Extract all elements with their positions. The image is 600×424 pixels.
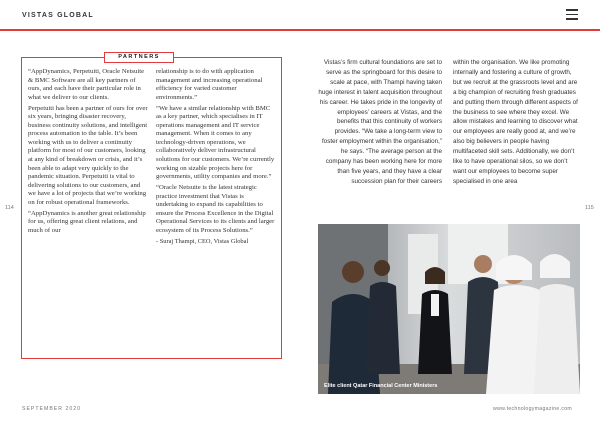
top-bar [0, 0, 600, 30]
quote-signature: - Suraj Thampi, CEO, Vistas Global [156, 237, 249, 245]
article-photo [318, 224, 580, 394]
footer-url[interactable]: www.technologymagazine.com [493, 406, 573, 412]
footer-date: SEPTEMBER 2020 [22, 406, 81, 412]
brand-title: VISTAS GLOBAL [22, 12, 94, 19]
partners-paragraph: “AppDynamics is another great relationship for us, offering great client relations, and much of our [28, 209, 146, 234]
page-number-left: 114 [5, 205, 14, 211]
photo-caption: Elite client Qatar Financial Center Ministers [324, 383, 438, 389]
header-rule [0, 29, 600, 31]
partners-paragraph: “We have a similar relationship with BMC as a key partner, which specialises in IT operations management and IT service management. When it comes to any technology-driven operations, we collaboratively deliver infrastructural solutions for our customers. We’re currently working on sizable projects here for governments, utility companies and more.” [156, 104, 275, 181]
partners-paragraph: “Oracle Netsuite is the latest strategic practice investment that Vistas is undertaking to expand its capabilities to ensure the Process Excellence in the Digital Operational Services to its clients and larger ecosystem of its Process Solutions.” [156, 184, 275, 234]
partners-column-1 [28, 68, 148, 238]
photo-illustration [318, 224, 580, 394]
hamburger-menu-icon[interactable] [566, 9, 578, 20]
partners-label: PARTNERS [104, 52, 174, 63]
partners-paragraph: Perpetuiti has been a partner of ours for over six years, bringing disaster recovery, business continuity solutions, and intelligent process automation to the table. It’s been working with us to deliver a continuity platform for most of our customers, looking at any kind of breakdown or crisis, and it’s been able to adapt very quickly to the pandemic situation. Perpetuiti is vital to delivering solutions to our customers, and we have a lot of projects that we’re working on for robust operational frameworks. [28, 104, 148, 206]
partners-paragraph: “AppDynamics, Perpetuiti, Oracle Netsuite & BMC Software are all key partners of ours, and each have their particular role in what we deliver to our clients. [28, 68, 145, 101]
page-number-right: 115 [585, 205, 594, 211]
partners-paragraph: relationship is to do with application management and increasing operational efficiency for varied customer environments.” [156, 68, 263, 101]
article-column-2: within the organisation. We like promoting internally and fostering a culture of growth, but we recruit at the grassroots level and are a big champion of recruiting fresh graduates and putting them through different aspects of the business to see where they excel. We allow mistakes and learning to discover what our employees are really good at, and we’re also big believers in people having multifaceted skill sets. Additionally, we don’t like to have operational silos, so we don’t want our employees to become super specialised in one area [453, 59, 578, 185]
article-column-1: Vistas’s firm cultural foundations are set to serve as the springboard for this desire to scale at pace, with Thampi having taken huge interest in talent acquisition throughout his career. He takes pride in the longevity of employees’ careers at Vistas, and the benefits that this continuity of workers provides. “We take a long-term view to foster employment within the organisation,” he says. “The average person at the company has been working here for more than five years, and they have a clear succession plan for their careers [318, 59, 442, 185]
partners-column-2 [156, 68, 276, 249]
